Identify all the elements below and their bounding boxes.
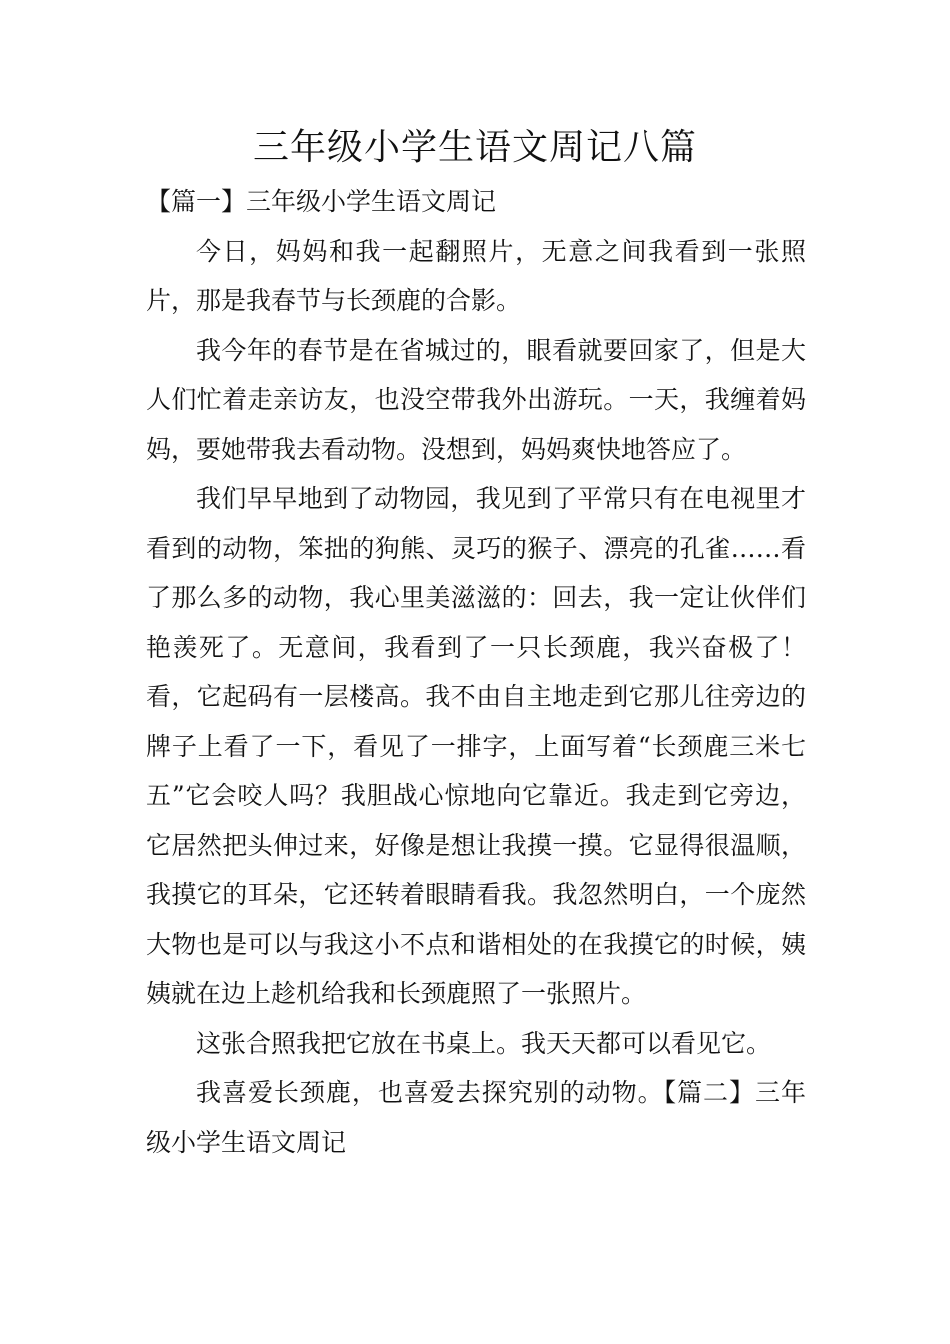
paragraph (146, 1068, 806, 1167)
paragraph: 我今年的春节是在省城过的，眼看就要回家了，但是大人们忙着走亲访友，也没空带我外出游玩。一天，我缠着妈妈，要她带我去看动物。没想到，妈妈爽快地答应了。 (146, 335, 806, 464)
paragraph: 这张合照我把它放在书桌上。我天天都可以看见它。 (196, 1028, 772, 1058)
section-heading: 【篇一】三年级小学生语文周记 (146, 187, 497, 216)
paragraph: 今日，妈妈和我一起翻照片，无意之间我看到一张照片，那是我春节与长颈鹿的合影。 (146, 236, 806, 315)
document-title: 三年级小学生语文周记八篇 (252, 127, 697, 168)
paragraph-text: 我喜爱长颈鹿，也喜爱去探究别的动物。 (196, 1078, 664, 1107)
paragraph: 我们早早地到了动物园，我见到了平常只有在电视里才看到的动物，笨拙的狗熊、灵巧的猴子、漂亮的孔雀……看了那么多的动物，我心里美滋滋的：回去，我一定让伙伴们艳羡死了。无意间，我看到了一只长颈鹿，我兴奋极了！看，它起码有一层楼高。我不由自主地走到它那儿往旁边的牌子上看了一下，看见了一排字，上面写着“长颈鹿三米七五”它会咬人吗？我胆战心惊地向它靠近。我走到它旁边，它居然把头伸过来，好像是想让我摸一摸。它显得很温顺，我摸它的耳朵，它还转着眼睛看我。我忽然明白，一个庞然大物也是可以与我这小不点和谐相处的在我摸它的时候，姨姨就在边上趁机给我和长颈鹿照了一张照片。 (146, 484, 806, 1008)
section-heading: 【篇二】三年级小学生语文周记 (146, 1078, 806, 1157)
document-body (146, 177, 806, 1167)
